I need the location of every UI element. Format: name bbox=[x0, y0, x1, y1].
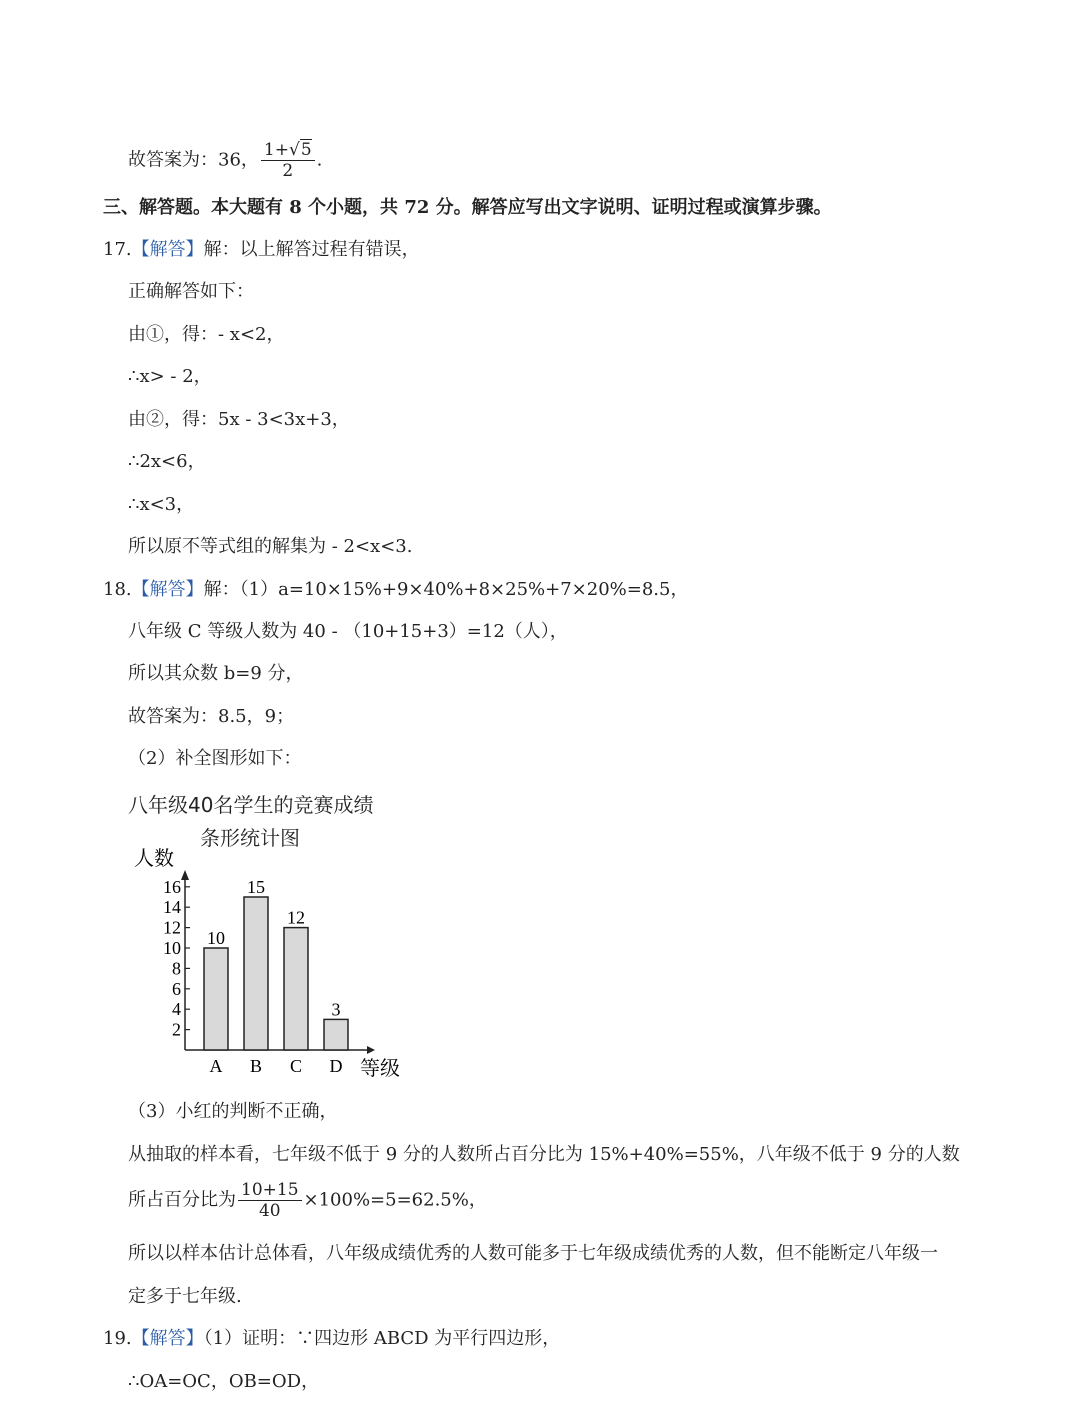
y-tick-label: 4 bbox=[172, 999, 181, 1020]
q17-line: ∴2x<6， bbox=[128, 451, 206, 472]
q18-p3-line3: 所以以样本估计总体看，八年级成绩优秀的人数可能多于七年级成绩优秀的人数，但不能断定八年级一 bbox=[128, 1243, 938, 1264]
q17-line: 由②，得：5x - 3<3x+3， bbox=[128, 409, 350, 430]
q17-line: ∴x> - 2， bbox=[128, 366, 212, 387]
q18-tag: 【解答】 bbox=[131, 579, 204, 600]
x-tick-label: C bbox=[289, 1056, 303, 1076]
q17-tag: 【解答】 bbox=[131, 239, 204, 260]
y-tick-label: 6 bbox=[172, 978, 181, 999]
y-tick-label: 2 bbox=[172, 1019, 181, 1040]
q19-line1: （1）证明：∵四边形 ABCD 为平行四边形， bbox=[203, 1328, 561, 1349]
x-tick-label: A bbox=[209, 1056, 223, 1076]
bar bbox=[204, 948, 228, 1050]
frac-num-a: 1+ bbox=[263, 140, 289, 160]
q18-line: 八年级 C 等级人数为 40 - （10+15+3）=12（人）， bbox=[128, 621, 568, 642]
q18-part3: （3）小红的判断不正确， bbox=[128, 1101, 338, 1122]
bar bbox=[324, 1019, 348, 1050]
q18-line: 解：（1）a=10×15%+9×40%+8×25%+7×20%=8.5， bbox=[203, 579, 689, 600]
q17-line: 解：以上解答过程有错误， bbox=[203, 239, 420, 260]
answer-16-fraction: $\frac{1+√5}{2}$ bbox=[261, 140, 315, 181]
q18-line: 故答案为：8.5，9； bbox=[128, 706, 295, 727]
q18-p3-fraction bbox=[238, 1180, 302, 1221]
bar bbox=[284, 928, 308, 1050]
y-tick-label: 10 bbox=[163, 938, 181, 958]
q18-first-line bbox=[103, 578, 688, 602]
q18-line: （2）补全图形如下： bbox=[128, 748, 302, 769]
x-tick-label: B bbox=[249, 1056, 263, 1076]
x-axis-label: 等级 bbox=[360, 1058, 400, 1080]
bar-value-label: 15 bbox=[247, 877, 265, 897]
section-3-heading: 三、解答题。本大题有 8 个小题，共 72 分。解答应写出文字说明、证明过程或演算步骤。 bbox=[103, 197, 832, 218]
q18-p3-line1: 从抽取的样本看，七年级不低于 9 分的人数所占百分比为 15%+40%=55%，八年级不低于 9 分的人数 bbox=[128, 1144, 960, 1165]
q17-line: 由①，得：- x<2， bbox=[128, 324, 285, 345]
answer-16-prefix: 故答案为：36， bbox=[128, 149, 259, 171]
chart-subtitle: 条形统计图 bbox=[200, 826, 300, 850]
q19-line2: ∴OA=OC，OB=OD， bbox=[128, 1371, 320, 1392]
q19-first-line bbox=[103, 1327, 560, 1351]
frac-den: 2 bbox=[282, 161, 294, 181]
q18-number: 18. bbox=[103, 579, 132, 600]
q17-line: 所以原不等式组的解集为 - 2<x<3. bbox=[128, 536, 413, 557]
q19-tag: 【解答】 bbox=[131, 1328, 204, 1349]
q17-number: 17. bbox=[103, 239, 132, 260]
chart-title: 八年级40名学生的竞赛成绩 bbox=[128, 793, 374, 817]
q18-p3-line4: 定多于七年级. bbox=[128, 1286, 242, 1307]
p3-frac-num: 10+15 bbox=[238, 1180, 302, 1201]
q18-line: 所以其众数 b=9 分， bbox=[128, 663, 304, 684]
q18-p3-prefix: 所占百分比为 bbox=[128, 1189, 236, 1211]
q18-p3-suffix: ×100%=5=62.5%， bbox=[303, 1189, 487, 1211]
q19-number: 19. bbox=[103, 1328, 132, 1349]
x-axis-arrow bbox=[367, 1046, 375, 1054]
bar-value-label: 12 bbox=[287, 907, 305, 928]
bar-chart bbox=[120, 845, 420, 1085]
y-tick-label: 12 bbox=[163, 917, 181, 938]
x-tick-label: D bbox=[329, 1056, 343, 1076]
q17-line: 正确解答如下： bbox=[128, 281, 254, 302]
q17-line: ∴x<3， bbox=[128, 494, 195, 515]
y-axis-arrow bbox=[181, 870, 189, 880]
p3-frac-den: 40 bbox=[258, 1201, 281, 1221]
y-tick-label: 16 bbox=[163, 876, 181, 897]
sqrt-radicand: 5 bbox=[300, 140, 312, 160]
q18-p3-line2 bbox=[128, 1180, 487, 1221]
q17-first-line bbox=[103, 238, 420, 262]
answer-16-suffix: . bbox=[316, 149, 323, 171]
bar-value-label: 10 bbox=[207, 928, 225, 948]
y-axis-label: 人数 bbox=[134, 848, 174, 870]
y-tick-label: 8 bbox=[172, 958, 181, 979]
bar-value-label: 3 bbox=[331, 999, 341, 1020]
y-tick-label: 14 bbox=[163, 897, 181, 918]
answer-16-line bbox=[128, 140, 322, 181]
bar bbox=[244, 897, 268, 1050]
